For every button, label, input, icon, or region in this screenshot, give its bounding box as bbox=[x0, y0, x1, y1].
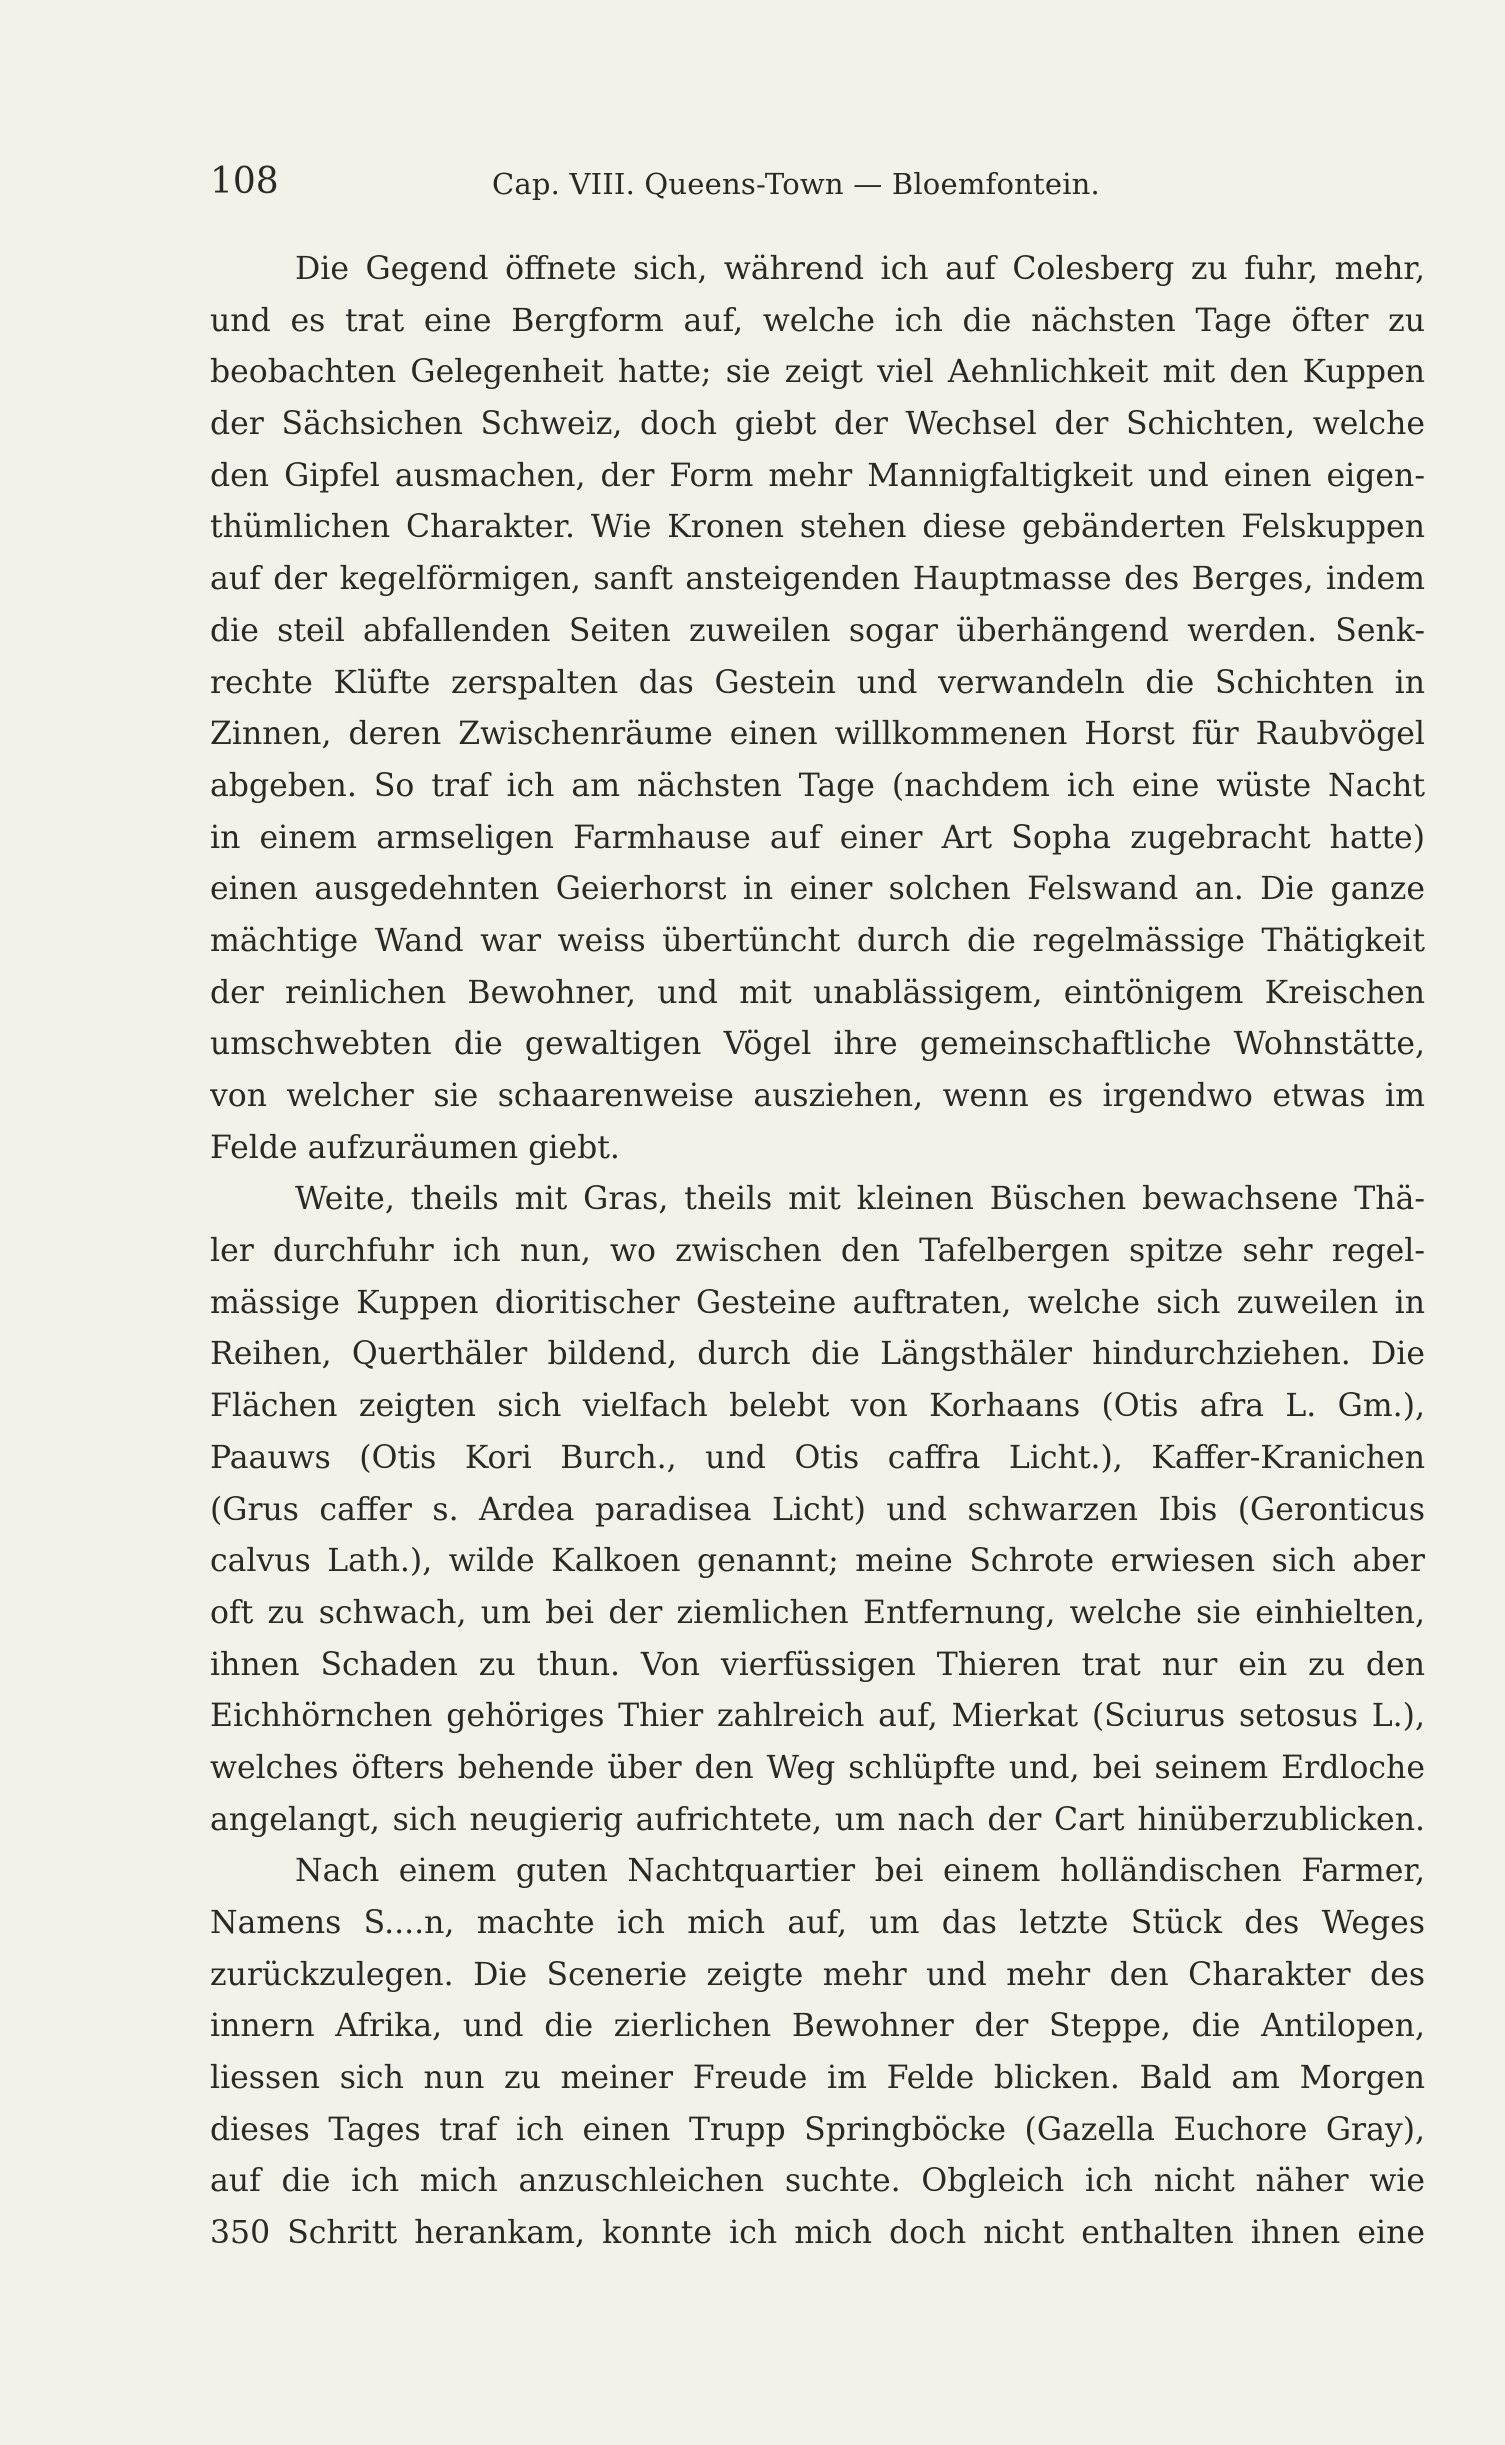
text-line: beobachten Gelegenheit hatte; sie zeigt viel Aehnlichkeit mit den Kuppen bbox=[210, 354, 1425, 391]
text-line: Namens S....n, machte ich mich auf, um das letzte Stück des Weges bbox=[210, 1905, 1425, 1941]
text-line: rechte Klüfte zerspalten das Gestein und verwandeln die Schichten in bbox=[210, 664, 1425, 701]
page-header bbox=[210, 160, 1210, 204]
text-line: die steil abfallenden Seiten zuweilen sogar überhängend werden. Senk- bbox=[210, 612, 1425, 649]
text-line: Eichhörnchen gehöriges Thier zahlreich auf, Mierkat (Sciurus setosus L.), bbox=[210, 1698, 1425, 1735]
text-line: Die Gegend öffnete sich, während ich auf Colesberg zu fuhr, mehr, bbox=[295, 251, 1425, 287]
text-line: innern Afrika, und die zierlichen Bewohner der Steppe, die Antilopen, bbox=[210, 2008, 1425, 2045]
text-line: auf die ich mich anzuschleichen suchte. Obgleich ich nicht näher wie bbox=[210, 2163, 1425, 2200]
text-line: Flächen zeigten sich vielfach belebt von Korhaans (Otis afra L. Gm.), bbox=[210, 1388, 1425, 1425]
text-line: oft zu schwach, um bei der ziemlichen Entfernung, welche sie einhielten, bbox=[210, 1594, 1425, 1631]
body-text bbox=[210, 244, 1425, 2260]
text-line: Weite, theils mit Gras, theils mit kleinen Büschen bewachsene Thä- bbox=[295, 1181, 1425, 1218]
text-line: abgeben. So traf ich am nächsten Tage (nachdem ich eine wüste Nacht bbox=[210, 767, 1425, 804]
page-number: 108 bbox=[210, 161, 279, 202]
text-line: von welcher sie schaarenweise ausziehen, wenn es irgendwo etwas im bbox=[210, 1078, 1425, 1114]
text-line: umschwebten die gewaltigen Vögel ihre gemeinschaftliche Wohnstätte, bbox=[210, 1026, 1425, 1063]
text-line: (Grus caffer s. Ardea paradisea Licht) und schwarzen Ibis (Geronticus bbox=[210, 1491, 1425, 1528]
text-line: Nach einem guten Nachtquartier bei einem holländischen Farmer, bbox=[295, 1853, 1425, 1890]
text-line: ler durchfuhr ich nun, wo zwischen den Tafelbergen spitze sehr regel- bbox=[210, 1233, 1425, 1270]
text-line: Reihen, Querthäler bildend, durch die Längsthäler hindurchziehen. Die bbox=[210, 1336, 1425, 1373]
text-line: dieses Tages traf ich einen Trupp Springböcke (Gazella Euchore Gray), bbox=[210, 2111, 1425, 2148]
text-line: Zinnen, deren Zwischenräume einen willkommenen Horst für Raubvögel bbox=[210, 716, 1425, 753]
text-line: den Gipfel ausmachen, der Form mehr Mannigfaltigkeit und einen eigen- bbox=[210, 457, 1425, 494]
text-line: angelangt, sich neugierig aufrichtete, um nach der Cart hinüberzublicken. bbox=[210, 1801, 1425, 1838]
text-line: mässige Kuppen dioritischer Gesteine auftraten, welche sich zuweilen in bbox=[210, 1284, 1425, 1321]
text-line: Paauws (Otis Kori Burch., und Otis caffra Licht.), Kaffer-Kranichen bbox=[210, 1439, 1425, 1476]
text-line: ihnen Schaden zu thun. Von vierfüssigen Thieren trat nur ein zu den bbox=[210, 1646, 1425, 1683]
text-line: calvus Lath.), wilde Kalkoen genannt; meine Schrote erwiesen sich aber bbox=[210, 1543, 1425, 1580]
text-line: der Sächsichen Schweiz, doch giebt der Wechsel der Schichten, welche bbox=[210, 406, 1425, 443]
text-line: einen ausgedehnten Geierhorst in einer solchen Felswand an. Die ganze bbox=[210, 871, 1425, 908]
text-line: thümlichen Charakter. Wie Kronen stehen diese gebänderten Felskuppen bbox=[210, 509, 1425, 546]
text-line: der reinlichen Bewohner, und mit unablässigem, eintönigem Kreischen bbox=[210, 974, 1425, 1011]
text-line: welches öfters behende über den Weg schlüpfte und, bei seinem Erdloche bbox=[210, 1749, 1425, 1786]
text-line: zurückzulegen. Die Scenerie zeigte mehr und mehr den Charakter des bbox=[210, 1956, 1425, 1993]
text-line: 350 Schritt herankam, konnte ich mich doch nicht enthalten ihnen eine bbox=[210, 2215, 1425, 2252]
text-line: Felde aufzuräumen giebt. bbox=[210, 1129, 620, 1166]
text-line: liessen sich nun zu meiner Freude im Felde blicken. Bald am Morgen bbox=[210, 2060, 1425, 2097]
text-line: in einem armseligen Farmhause auf einer Art Sopha zugebracht hatte) bbox=[210, 819, 1425, 856]
text-line: auf der kegelförmigen, sanft ansteigenden Hauptmasse des Berges, indem bbox=[210, 561, 1425, 598]
running-head: Cap. VIII. Queens-Town — Bloemfontein. bbox=[492, 167, 1100, 201]
text-line: mächtige Wand war weiss übertüncht durch die regelmässige Thätigkeit bbox=[210, 922, 1425, 959]
text-line: und es trat eine Bergform auf, welche ich die nächsten Tage öfter zu bbox=[210, 302, 1425, 339]
